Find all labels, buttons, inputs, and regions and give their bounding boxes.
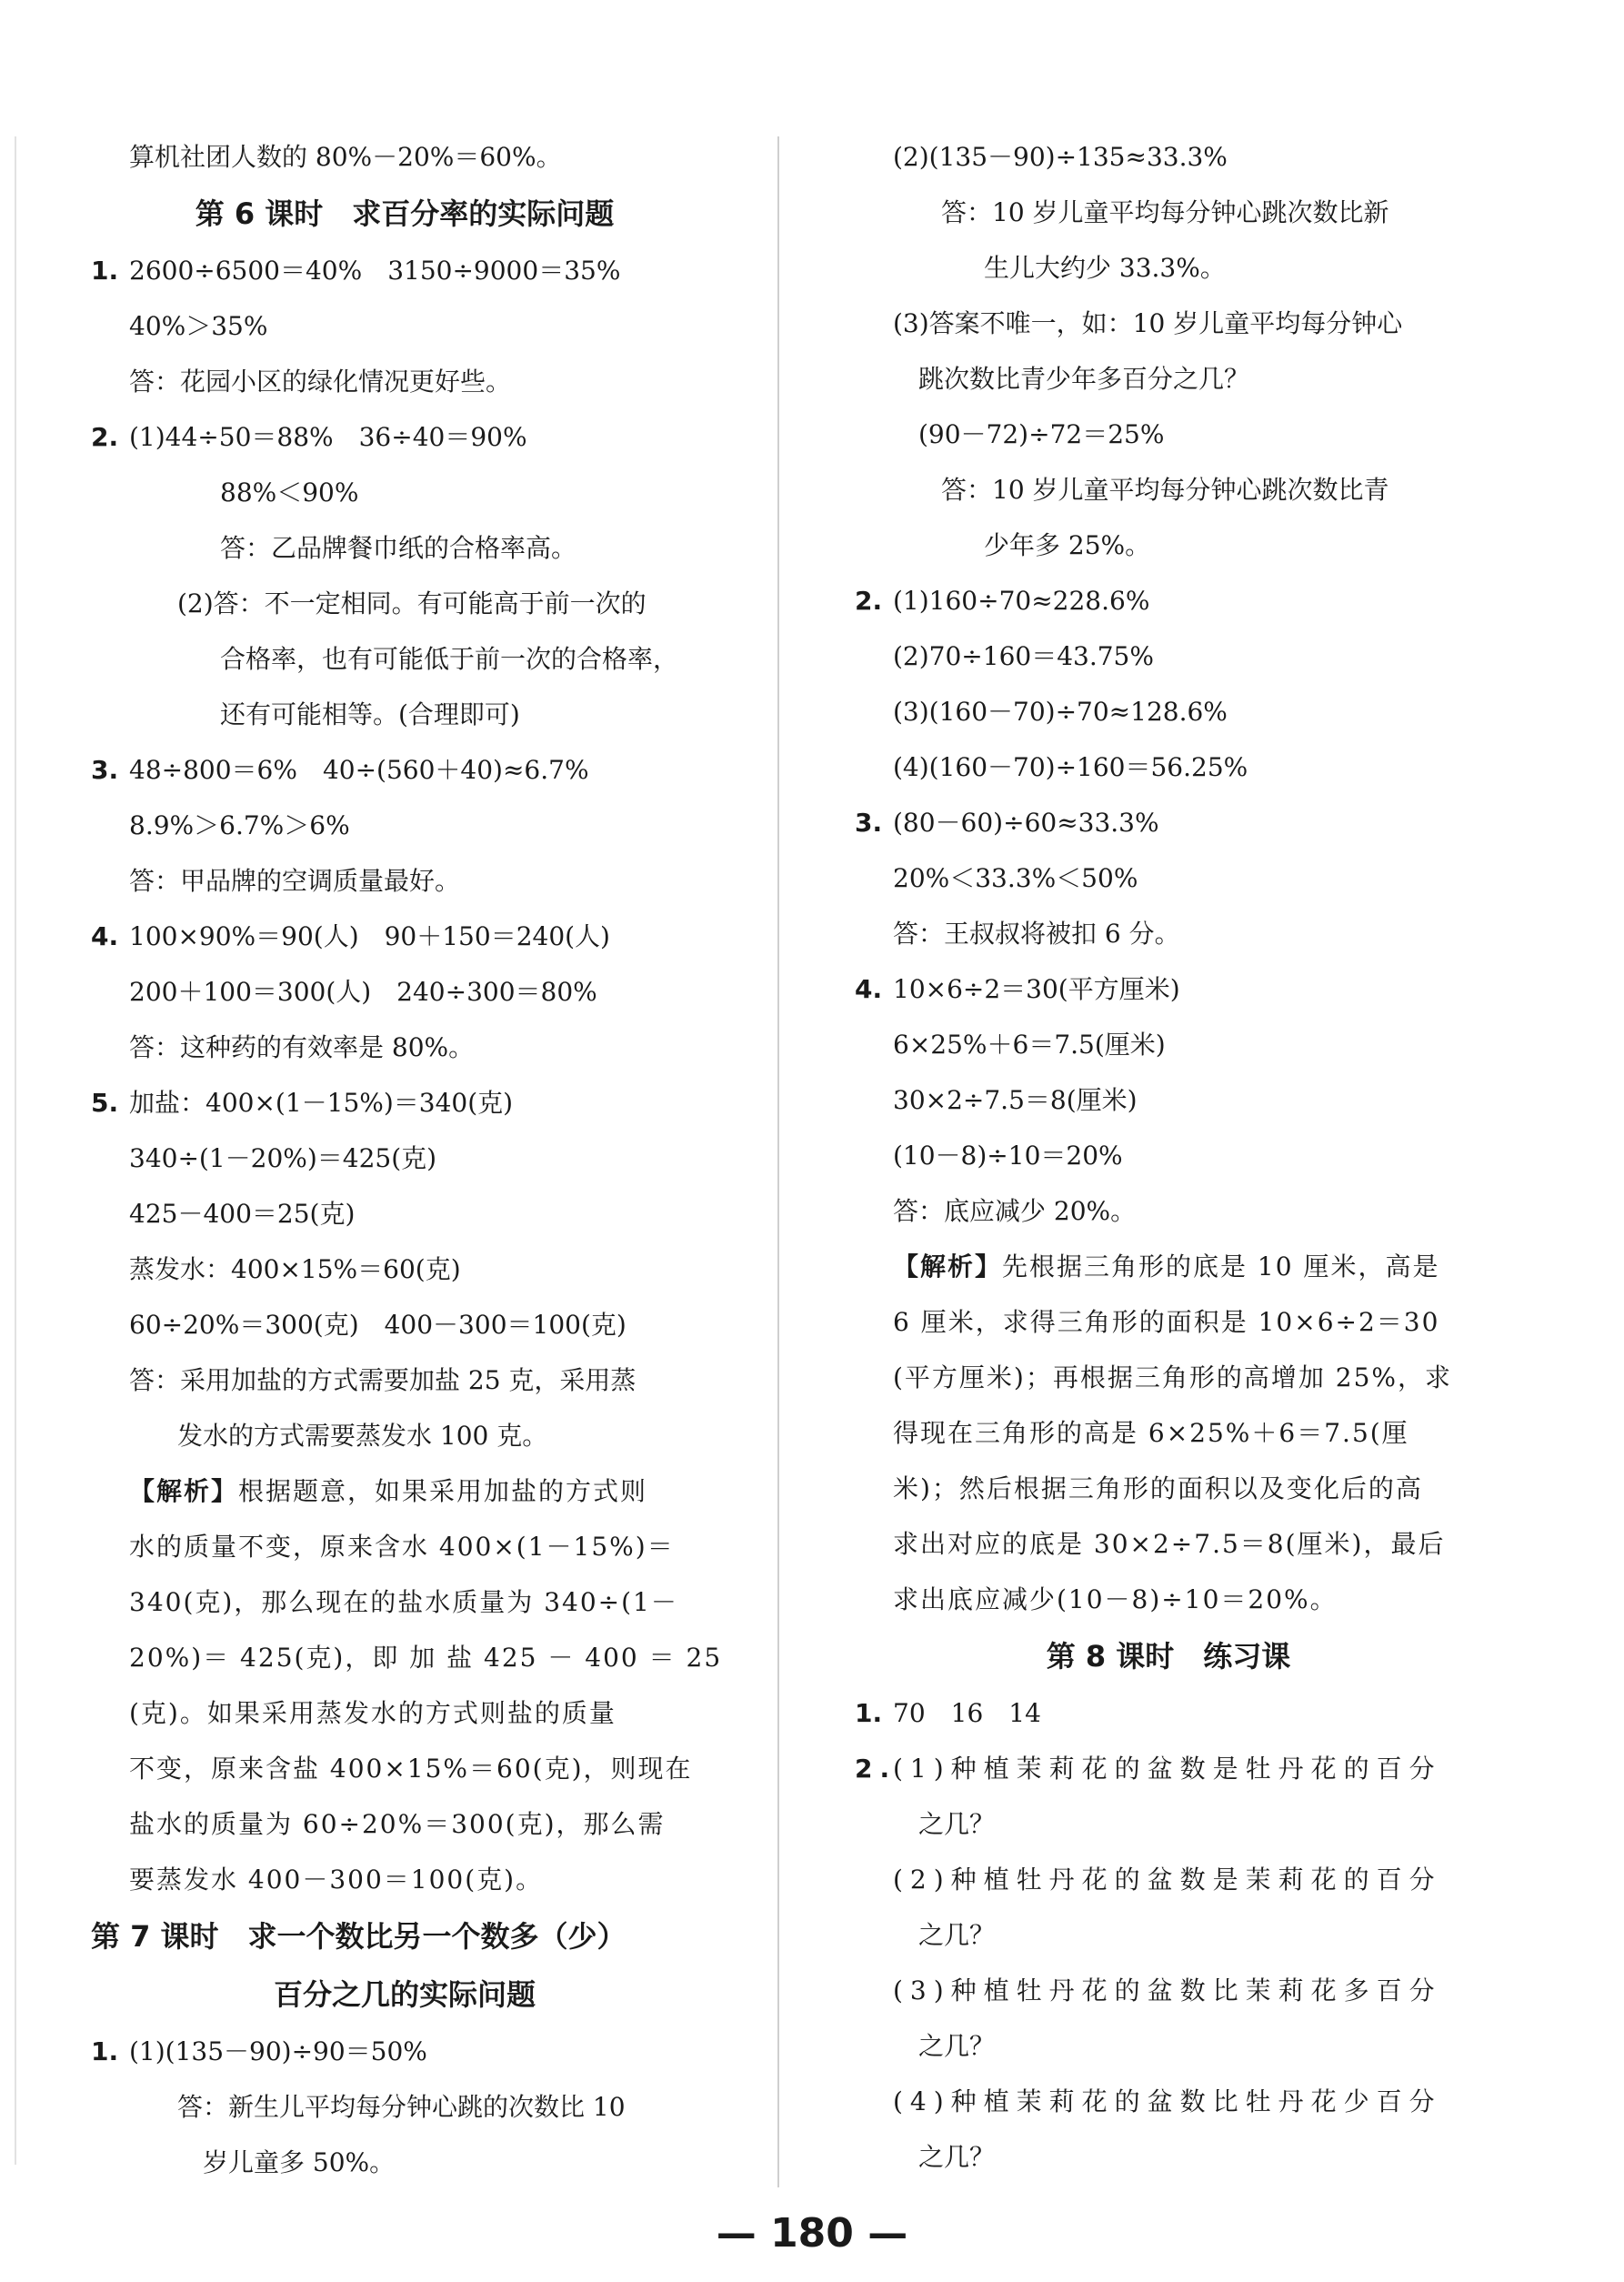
answer-line [91, 1408, 718, 1463]
answer-line [855, 1072, 1482, 1128]
line-text: 88%＜90% [220, 478, 359, 508]
answer-line [91, 1131, 718, 1186]
answer-line [855, 1852, 1482, 1907]
line-text: 6×25%＋6＝7.5(厘米) [893, 1030, 1166, 1060]
line-text: 合格率，也有可能低于前一次的合格率， [220, 644, 679, 674]
line-text: 要蒸发水 400－300＝100(克)。 [129, 1865, 544, 1895]
answer-line [855, 1685, 1482, 1741]
answer-line [855, 1572, 1482, 1627]
line-text: 米)；然后根据三角形的面积以及变化后的高 [893, 1473, 1423, 1503]
answer-line [855, 1907, 1482, 1963]
line-text: 60÷20%＝300(克) 400－300＝100(克) [129, 1310, 627, 1340]
question-number: 3. [91, 755, 119, 785]
line-text: 算机社团人数的 80%－20%＝60%。 [129, 142, 562, 172]
question-number: 1. [91, 256, 119, 286]
answer-line [855, 795, 1482, 850]
answer-line [855, 1963, 1482, 2018]
line-text: 水的质量不变，原来含水 400×(1－15%)＝ [129, 1532, 675, 1562]
answer-line [91, 1075, 718, 1131]
line-text: 340÷(1－20%)＝425(克) [129, 1143, 437, 1173]
answer-line [91, 1242, 718, 1297]
answer-line [855, 739, 1482, 795]
line-text: (4)(160－70)÷160＝56.25% [893, 752, 1248, 782]
line-text: 答：王叔叔将被扣 6 分。 [893, 919, 1180, 949]
line-text: 答：10 岁儿童平均每分钟心跳次数比新 [941, 197, 1389, 227]
line-text: 340(克)，那么现在的盐水质量为 340÷(1－ [129, 1587, 678, 1617]
line-text: 跳次数比青少年多百分之几？ [893, 364, 1250, 394]
answer-line [855, 240, 1482, 296]
answer-line [91, 576, 718, 631]
line-text: 48÷800＝6% 40÷(560＋40)≈6.7% [129, 755, 589, 785]
answer-line [855, 2129, 1482, 2185]
answer-line [855, 906, 1482, 961]
line-text: 生儿大约少 33.3%。 [984, 253, 1226, 283]
line-text: (1)160÷70≈228.6% [893, 586, 1150, 616]
answer-line [855, 1405, 1482, 1461]
answer-line [855, 2074, 1482, 2129]
line-text: 之几？ [893, 2142, 996, 2172]
line-text: 盐水的质量为 60÷20%＝300(克)，那么需 [129, 1809, 666, 1839]
answer-line [855, 1294, 1482, 1350]
answer-line [855, 185, 1482, 240]
answer-line [855, 1128, 1482, 1183]
question-number: 2. [855, 1754, 897, 1784]
line-text: (2)(135－90)÷135≈33.3% [893, 142, 1228, 172]
line-text: 70 16 14 [893, 1698, 1041, 1728]
question-number: 1. [91, 2036, 119, 2066]
answer-line [855, 129, 1482, 185]
line-text: (1)(135－90)÷90＝50% [129, 2036, 427, 2066]
answer-line [855, 1741, 1482, 1796]
line-text: 40%＞35% [129, 311, 268, 341]
line-text: 答：新生儿平均每分钟心跳的次数比 10 [177, 2092, 626, 2122]
line-text: 还有可能相等。(合理即可) [220, 699, 520, 729]
line-text: 得现在三角形的高是 6×25%＋6＝7.5(厘 [893, 1418, 1409, 1448]
line-text: 之几？ [893, 1920, 996, 1950]
lesson-heading [91, 185, 718, 243]
line-text: (平方厘米)；再根据三角形的高增加 25%，求 [893, 1362, 1452, 1392]
answer-line [91, 129, 718, 185]
line-text: (3)(160－70)÷70≈128.6% [893, 697, 1228, 727]
line-text: 20%)＝ 425(克)，即 加 盐 425 － 400 ＝ 25 [129, 1643, 723, 1673]
line-text: (3)答案不唯一，如：10 岁儿童平均每分钟心 [893, 308, 1403, 338]
analysis-line [855, 1239, 1482, 1294]
question-number: 4. [91, 921, 119, 951]
answer-line [855, 518, 1482, 573]
line-text: (10－8)÷10＝20% [893, 1141, 1123, 1171]
question-number: 5. [91, 1088, 119, 1118]
line-text: 100×90%＝90(人) 90＋150＝240(人) [129, 921, 610, 951]
page-number: — 180 — [716, 2210, 908, 2257]
answer-line [91, 1852, 718, 1907]
line-text: 8.9%＞6.7%＞6% [129, 810, 350, 840]
line-text: 蒸发水：400×15%＝60(克) [129, 1254, 461, 1284]
answer-line [855, 573, 1482, 628]
analysis-line [91, 1463, 718, 1519]
question-number: 2. [91, 422, 119, 452]
answer-line [91, 298, 718, 354]
line-text: (90－72)÷72＝25% [893, 419, 1165, 449]
line-text: 少年多 25%。 [984, 530, 1151, 560]
answer-line [91, 1352, 718, 1408]
answer-line [91, 964, 718, 1020]
answer-line [855, 1017, 1482, 1072]
answer-line [91, 1574, 718, 1630]
answer-line [91, 798, 718, 853]
line-text: 之几？ [893, 1809, 996, 1839]
line-text: 答：10 岁儿童平均每分钟心跳次数比青 [941, 475, 1389, 505]
answer-line [91, 2024, 718, 2079]
line-text: 之几？ [893, 2031, 996, 2061]
line-text: 答：采用加盐的方式需要加盐 25 克，采用蒸 [129, 1365, 637, 1395]
line-text: 发水的方式需要蒸发水 100 克。 [177, 1421, 548, 1451]
line-text: 20%＜33.3%＜50% [893, 863, 1138, 893]
answer-line [855, 462, 1482, 518]
line-text: 根据题意，如果采用加盐的方式则 [238, 1476, 648, 1506]
line-text: 求出底应减少(10－8)÷10＝20%。 [893, 1584, 1338, 1614]
line-text: 加盐：400×(1－15%)＝340(克) [129, 1088, 514, 1118]
left-column [91, 129, 723, 2190]
line-text: (2)70÷160＝43.75% [893, 641, 1154, 671]
line-text: 10×6÷2＝30(平方厘米) [893, 974, 1180, 1004]
line-text: (4)种植茉莉花的盆数比牡丹花少百分 [893, 2086, 1442, 2116]
line-text: 先根据三角形的底是 10 厘米，高是 [1002, 1252, 1440, 1282]
answer-line [855, 1796, 1482, 1852]
lesson-heading-text: 第 8 课时 练习课 [1046, 1639, 1291, 1674]
lesson-heading [855, 1627, 1482, 1685]
question-number: 2. [855, 586, 883, 616]
answer-line [855, 296, 1482, 351]
line-text: 30×2÷7.5＝8(厘米) [893, 1085, 1138, 1115]
answer-line [91, 1186, 718, 1242]
answer-line [91, 742, 718, 798]
answer-line [91, 2079, 718, 2135]
line-text: 6 厘米，求得三角形的面积是 10×6÷2＝30 [893, 1307, 1440, 1337]
line-text: (2)答：不一定相同。有可能高于前一次的 [177, 588, 647, 618]
line-text: (80－60)÷60≈33.3% [893, 808, 1159, 838]
line-text: (克)。如果采用蒸发水的方式则盐的质量 [129, 1698, 617, 1728]
analysis-tag: 【解析】 [129, 1476, 239, 1506]
lesson-heading [91, 1965, 718, 2024]
line-text: 425－400＝25(克) [129, 1199, 356, 1229]
answer-line [91, 1741, 718, 1796]
line-text: (1)种植茉莉花的盆数是牡丹花的百分 [893, 1754, 1442, 1784]
answer-line [855, 1461, 1482, 1516]
answer-line [91, 687, 718, 742]
answer-line [91, 354, 718, 409]
answer-line [91, 520, 718, 576]
answer-line [91, 243, 718, 298]
answer-line [855, 850, 1482, 906]
answer-line [855, 1350, 1482, 1405]
answer-line [855, 1183, 1482, 1239]
lesson-heading-text: 第 7 课时 求一个数比另一个数多（少） [91, 1919, 627, 1954]
line-text: 答：乙品牌餐巾纸的合格率高。 [220, 533, 577, 563]
question-number: 4. [855, 974, 883, 1004]
lesson-heading [91, 1907, 718, 1965]
lesson-heading-text: 第 6 课时 求百分率的实际问题 [195, 196, 615, 231]
answer-line [91, 409, 718, 465]
answer-line [855, 351, 1482, 407]
question-number: 1. [855, 1698, 883, 1728]
answer-line [91, 1796, 718, 1852]
answer-line [91, 2135, 718, 2190]
line-text: 2600÷6500＝40% 3150÷9000＝35% [129, 256, 621, 286]
question-number: 3. [855, 808, 883, 838]
answer-line [855, 2018, 1482, 2074]
analysis-tag: 【解析】 [893, 1252, 1003, 1282]
column-divider [777, 136, 779, 2187]
line-text: 答：花园小区的绿化情况更好些。 [129, 367, 512, 397]
answer-line [91, 1519, 718, 1574]
line-text: 答：甲品牌的空调质量最好。 [129, 866, 461, 896]
line-text: 不变，原来含盐 400×15%＝60(克)，则现在 [129, 1754, 693, 1784]
answer-line [91, 909, 718, 964]
answer-line [91, 1630, 723, 1685]
answer-line [91, 853, 718, 909]
answer-line [91, 1020, 718, 1075]
line-text: 200＋100＝300(人) 240÷300＝80% [129, 977, 597, 1007]
page-edge-line [15, 136, 16, 2165]
line-text: 答：这种药的有效率是 80%。 [129, 1032, 475, 1062]
right-column [855, 129, 1482, 2185]
answer-line [855, 407, 1482, 462]
line-text: 答：底应减少 20%。 [893, 1196, 1137, 1226]
line-text: 岁儿童多 50%。 [177, 2147, 396, 2177]
answer-line [855, 628, 1482, 684]
answer-line [855, 961, 1482, 1017]
answer-line [855, 684, 1482, 739]
line-text: (3)种植牡丹花的盆数比茉莉花多百分 [893, 1975, 1442, 2006]
answer-line [91, 1297, 718, 1352]
lesson-heading-text: 百分之几的实际问题 [273, 1977, 536, 2012]
line-text: (2)种植牡丹花的盆数是茉莉花的百分 [893, 1865, 1442, 1895]
answer-line [91, 631, 718, 687]
answer-line [91, 465, 718, 520]
line-text: 求出对应的底是 30×2÷7.5＝8(厘米)，最后 [893, 1529, 1446, 1559]
line-text: (1)44÷50＝88% 36÷40＝90% [129, 422, 527, 452]
answer-line [855, 1516, 1482, 1572]
answer-line [91, 1685, 718, 1741]
